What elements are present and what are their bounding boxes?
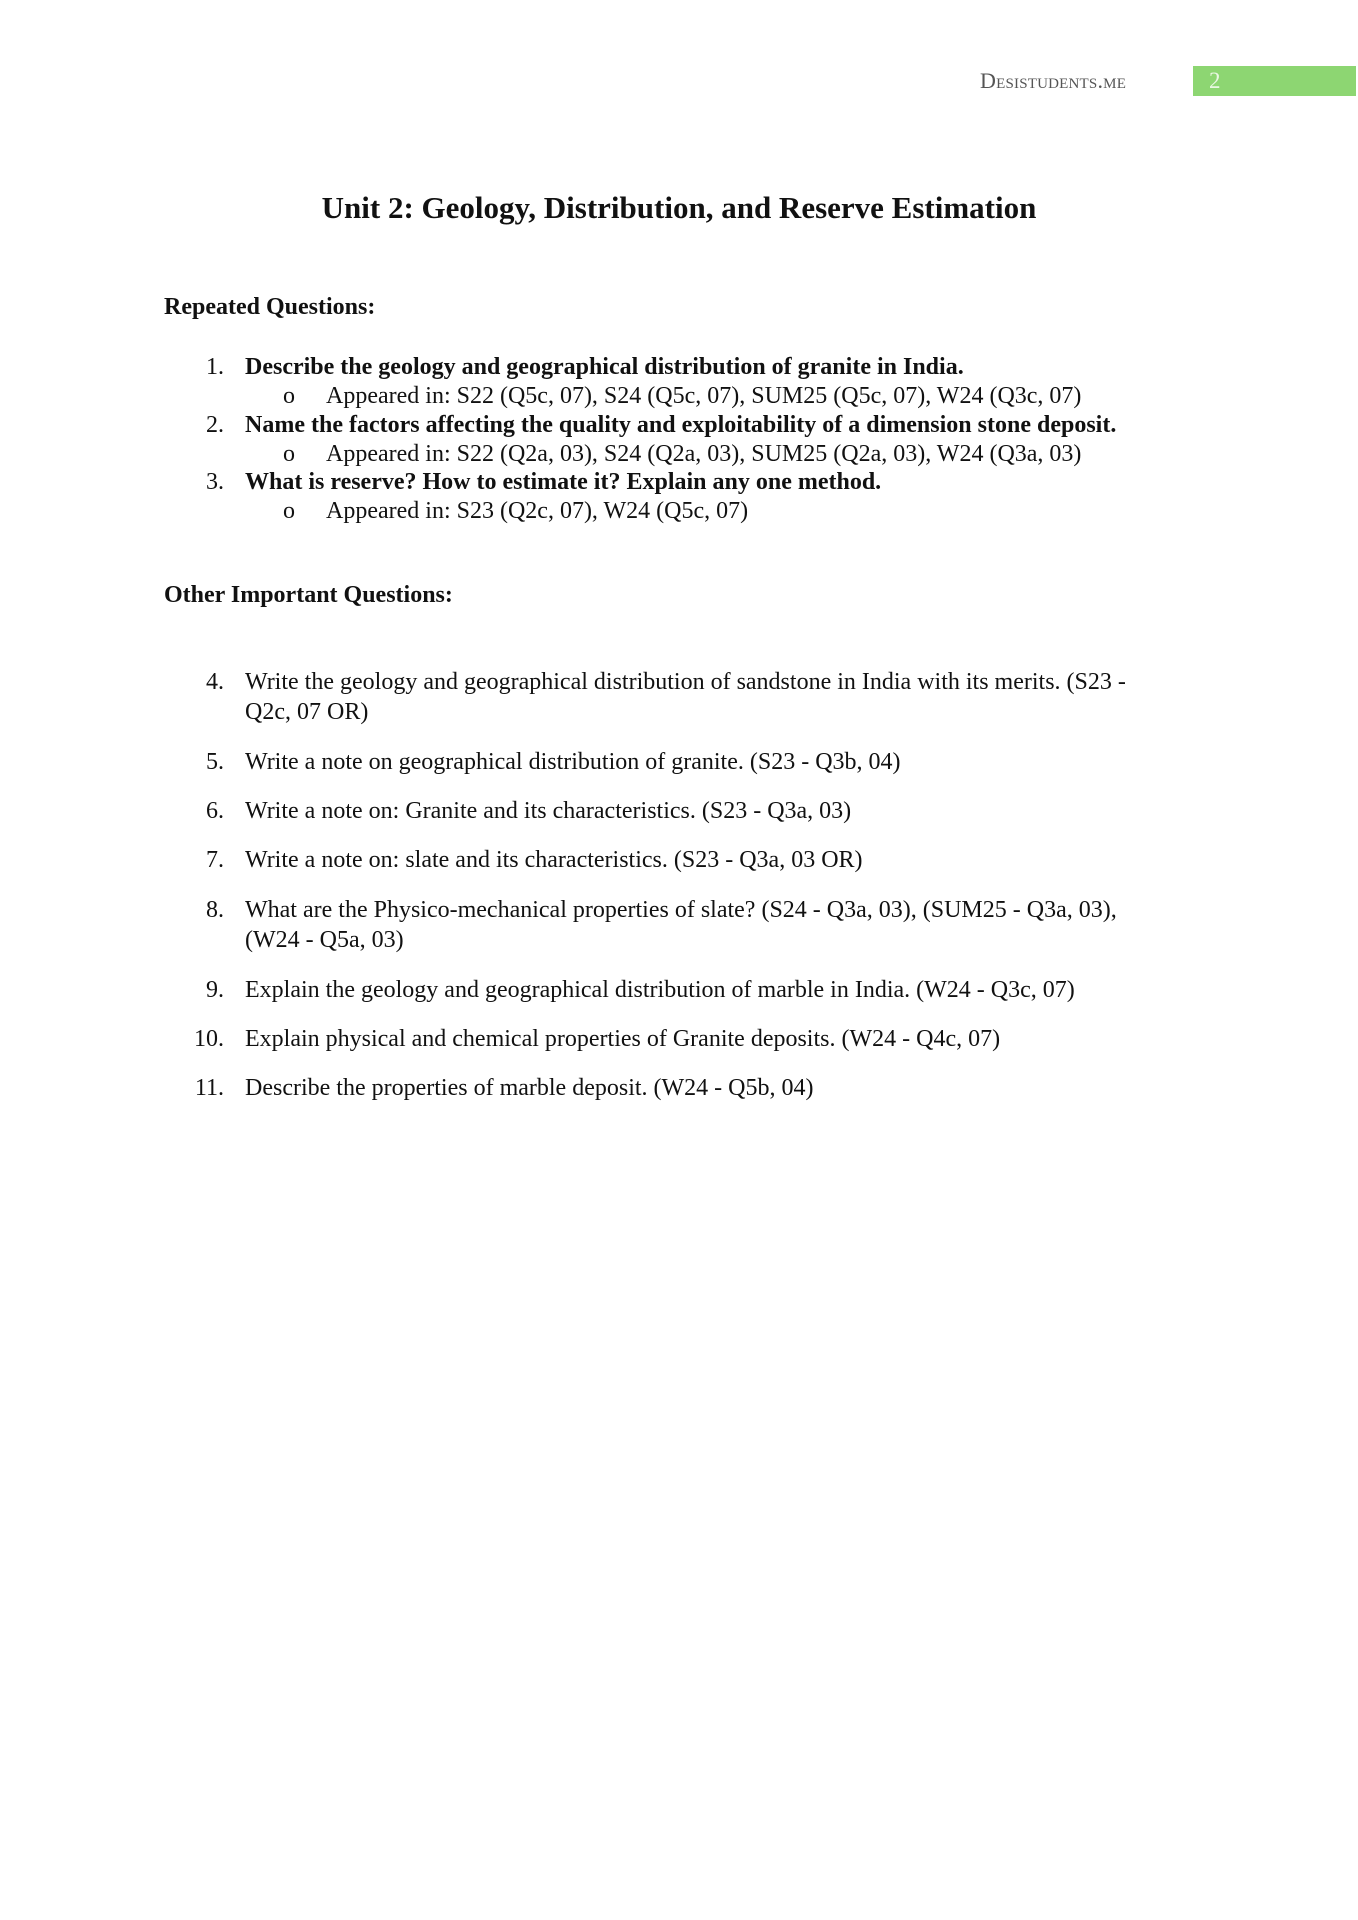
question-text: Write a note on: slate and its characteristics. (S23 - Q3a, 03 OR) [245, 847, 863, 873]
page-number: 2 [1209, 68, 1221, 93]
appeared-in-text: Appeared in: S22 (Q2a, 03), S24 (Q2a, 03), SUM25 (Q2a, 03), W24 (Q3a, 03) [326, 441, 1082, 467]
question-number: 9. [206, 977, 224, 1003]
question-number: 8. [206, 897, 224, 923]
question-number: 11. [194, 1075, 224, 1101]
bullet-icon: o [283, 498, 295, 524]
bullet-icon: o [283, 441, 295, 467]
question-text: Describe the properties of marble deposit. (W24 - Q5b, 04) [245, 1075, 814, 1101]
question-text: Explain physical and chemical properties of Granite deposits. (W24 - Q4c, 07) [245, 1026, 1001, 1052]
page-title: Unit 2: Geology, Distribution, and Reserve Estimation [321, 190, 1037, 225]
question-text: What are the Physico-mechanical properties of slate? (S24 - Q3a, 03), (SUM25 - Q3a, 03), (W24 - Q5a, 03) [245, 897, 1117, 953]
question-text: Name the factors affecting the quality and exploitability of a dimension stone deposit. [245, 412, 1117, 438]
appeared-in-text: Appeared in: S22 (Q5c, 07), S24 (Q5c, 07), SUM25 (Q5c, 07), W24 (Q3c, 07) [326, 383, 1082, 409]
appeared-in-text: Appeared in: S23 (Q2c, 07), W24 (Q5c, 07) [326, 498, 749, 524]
question-text: Write a note on: Granite and its characteristics. (S23 - Q3a, 03) [245, 798, 852, 824]
question-number: 10. [194, 1026, 224, 1052]
question-text: Write the geology and geographical distribution of sandstone in India with its merits. (S23 - Q2c, 07 OR) [245, 669, 1126, 725]
repeated-questions-heading: Repeated Questions: [164, 294, 376, 320]
question-text: Write a note on geographical distribution of granite. (S23 - Q3b, 04) [245, 749, 901, 775]
site-name: Desistudents.me [980, 68, 1127, 93]
question-number: 5. [206, 749, 224, 775]
question-number: 3. [206, 469, 224, 495]
page-number-badge [1193, 66, 1356, 96]
question-number: 1. [206, 354, 224, 380]
question-number: 4. [206, 669, 224, 695]
question-number: 6. [206, 798, 224, 824]
question-text: What is reserve? How to estimate it? Explain any one method. [245, 469, 882, 495]
question-text: Describe the geology and geographical distribution of granite in India. [245, 354, 964, 380]
question-text: Explain the geology and geographical distribution of marble in India. (W24 - Q3c, 07) [245, 977, 1075, 1003]
question-number: 7. [206, 847, 224, 873]
bullet-icon: o [283, 383, 295, 409]
question-number: 2. [206, 412, 224, 438]
other-questions-heading: Other Important Questions: [164, 582, 453, 608]
